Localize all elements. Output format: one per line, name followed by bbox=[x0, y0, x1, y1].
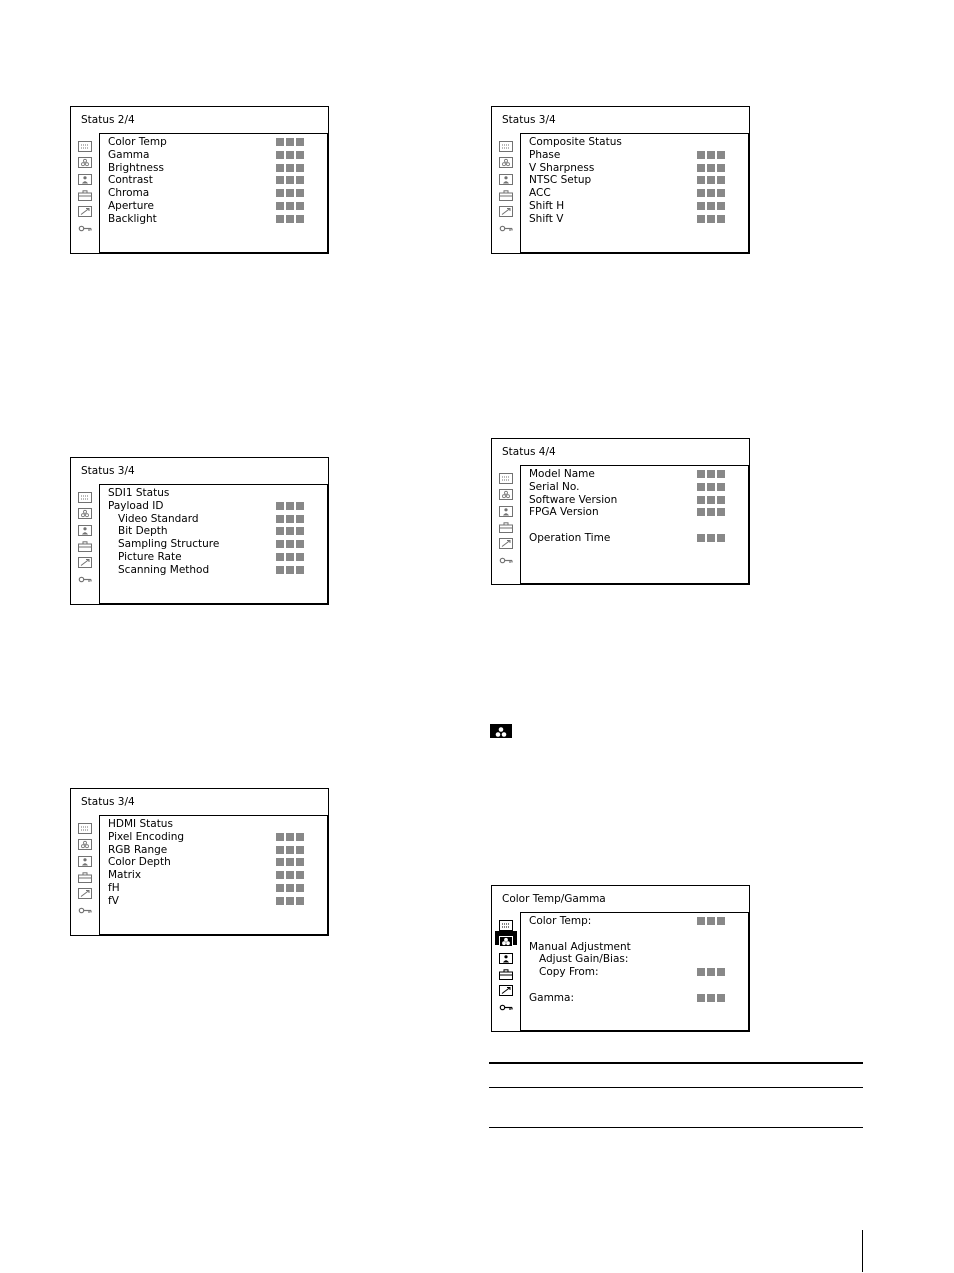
menu-row-label: FPGA Version bbox=[529, 506, 599, 519]
menu-row-label: Gamma: bbox=[529, 991, 574, 1004]
menu-row-label: SDI1 Status bbox=[108, 487, 170, 499]
menu-row-label: ACC bbox=[529, 187, 551, 200]
menu-row-label: Composite Status bbox=[529, 136, 622, 148]
key-icon[interactable] bbox=[78, 901, 92, 912]
value-placeholder bbox=[276, 189, 304, 197]
adjust-icon[interactable] bbox=[499, 981, 513, 992]
status-icon[interactable] bbox=[499, 469, 513, 480]
value-placeholder bbox=[697, 470, 725, 478]
menu-row-label: RGB Range bbox=[108, 843, 168, 856]
value-placeholder bbox=[697, 164, 725, 172]
menu-row[interactable] bbox=[108, 525, 327, 538]
menu-row-label: Video Standard bbox=[118, 512, 199, 525]
toolbox-icon[interactable] bbox=[499, 186, 513, 197]
value-placeholder bbox=[697, 151, 725, 159]
menu-row-label: Gamma bbox=[108, 148, 150, 161]
value-placeholder bbox=[276, 553, 304, 561]
key-icon[interactable] bbox=[499, 551, 513, 562]
menu-row[interactable] bbox=[529, 506, 748, 519]
user-icon[interactable] bbox=[78, 170, 92, 181]
key-icon[interactable] bbox=[78, 219, 92, 230]
value-placeholder bbox=[276, 858, 304, 866]
color-temp-icon[interactable] bbox=[78, 504, 92, 515]
side-icon-bar bbox=[71, 484, 99, 604]
status-icon[interactable] bbox=[499, 137, 513, 148]
menu-row[interactable] bbox=[529, 953, 748, 966]
value-placeholder bbox=[276, 846, 304, 854]
value-placeholder bbox=[697, 215, 725, 223]
value-placeholder bbox=[697, 496, 725, 504]
menu-row-label: Manual Adjustment bbox=[529, 940, 631, 953]
value-placeholder bbox=[697, 176, 725, 184]
toolbox-icon[interactable] bbox=[499, 965, 513, 976]
value-placeholder bbox=[697, 483, 725, 491]
color-temp-icon[interactable] bbox=[499, 153, 513, 164]
menu-row[interactable] bbox=[108, 882, 327, 895]
adjust-icon[interactable] bbox=[499, 534, 513, 545]
table-middle-rule bbox=[489, 1087, 863, 1088]
menu-row-label: Operation Time bbox=[529, 531, 611, 544]
menu-row[interactable] bbox=[529, 966, 748, 979]
adjust-icon[interactable] bbox=[78, 884, 92, 895]
panel-title: Status 4/4 bbox=[502, 446, 556, 458]
panel-title: Status 3/4 bbox=[81, 465, 135, 477]
adjust-icon[interactable] bbox=[78, 553, 92, 564]
toolbox-icon[interactable] bbox=[499, 518, 513, 529]
menu-row[interactable] bbox=[529, 481, 748, 494]
menu-row[interactable] bbox=[108, 551, 327, 564]
value-placeholder bbox=[276, 138, 304, 146]
user-icon[interactable] bbox=[499, 949, 513, 960]
panel-content bbox=[520, 133, 749, 253]
table-bottom-rule bbox=[489, 1127, 863, 1128]
menu-row-label: Adjust Gain/Bias: bbox=[539, 953, 629, 966]
value-placeholder bbox=[697, 202, 725, 210]
menu-row[interactable] bbox=[529, 136, 748, 149]
menu-row-label: Shift V bbox=[529, 212, 564, 225]
table-top-rule bbox=[489, 1062, 863, 1064]
status-3-4-sdi-panel bbox=[70, 457, 329, 605]
menu-row[interactable] bbox=[529, 200, 748, 213]
user-icon[interactable] bbox=[78, 521, 92, 532]
menu-row-label: Software Version bbox=[529, 493, 618, 506]
value-placeholder bbox=[276, 833, 304, 841]
menu-row-label: Color Depth bbox=[108, 856, 171, 869]
menu-row[interactable] bbox=[108, 500, 327, 513]
menu-row[interactable] bbox=[529, 941, 748, 954]
menu-row-label: Sampling Structure bbox=[118, 538, 220, 551]
menu-row[interactable] bbox=[108, 895, 327, 908]
value-placeholder bbox=[276, 515, 304, 523]
menu-row[interactable] bbox=[108, 187, 327, 200]
side-icon-bar bbox=[492, 912, 520, 1031]
menu-row[interactable] bbox=[529, 494, 748, 507]
menu-row[interactable] bbox=[108, 487, 327, 500]
color-temp-icon[interactable] bbox=[499, 485, 513, 496]
value-placeholder bbox=[697, 508, 725, 516]
color-temp-icon[interactable] bbox=[78, 153, 92, 164]
value-placeholder bbox=[276, 502, 304, 510]
menu-row-label: Pixel Encoding bbox=[108, 830, 185, 843]
toolbox-icon[interactable] bbox=[78, 537, 92, 548]
menu-row-label: Copy From: bbox=[539, 966, 599, 979]
adjust-icon[interactable] bbox=[499, 202, 513, 213]
adjust-icon[interactable] bbox=[78, 202, 92, 213]
panel-content bbox=[520, 912, 749, 1031]
menu-row-label: fV bbox=[108, 894, 119, 907]
menu-row[interactable] bbox=[529, 468, 748, 481]
menu-row[interactable] bbox=[529, 992, 748, 1005]
menu-row-label: V Sharpness bbox=[529, 161, 595, 174]
value-placeholder bbox=[697, 189, 725, 197]
menu-row bbox=[529, 519, 748, 532]
menu-row-label: Shift H bbox=[529, 199, 565, 212]
menu-row-label: Brightness bbox=[108, 161, 164, 174]
menu-row[interactable] bbox=[529, 149, 748, 162]
color-temp-icon[interactable] bbox=[78, 835, 92, 846]
menu-row[interactable] bbox=[108, 149, 327, 162]
value-placeholder bbox=[697, 968, 725, 976]
menu-row-label: Matrix bbox=[108, 869, 142, 882]
menu-row bbox=[529, 928, 748, 941]
toolbox-icon[interactable] bbox=[78, 868, 92, 879]
panel-content bbox=[99, 133, 328, 253]
key-icon[interactable] bbox=[499, 219, 513, 230]
value-placeholder bbox=[697, 994, 725, 1002]
menu-row[interactable] bbox=[108, 844, 327, 857]
menu-row[interactable] bbox=[108, 869, 327, 882]
status-4-4-panel bbox=[491, 438, 750, 585]
status-3-4-composite-panel bbox=[491, 106, 750, 254]
panel-title: Status 2/4 bbox=[81, 114, 135, 126]
user-icon[interactable] bbox=[499, 170, 513, 181]
menu-row-label: Picture Rate bbox=[118, 550, 182, 563]
side-icon-bar bbox=[71, 815, 99, 935]
panel-content bbox=[99, 815, 328, 935]
value-placeholder bbox=[276, 566, 304, 574]
menu-row[interactable] bbox=[108, 213, 327, 226]
value-placeholder bbox=[276, 151, 304, 159]
menu-row[interactable] bbox=[108, 200, 327, 213]
menu-row-label: Model Name bbox=[529, 468, 595, 480]
menu-row[interactable] bbox=[108, 831, 327, 844]
value-placeholder bbox=[276, 871, 304, 879]
color-temp-icon bbox=[490, 724, 512, 738]
menu-row-label: Backlight bbox=[108, 212, 157, 225]
menu-row-label: fH bbox=[108, 881, 120, 894]
menu-row-label: Serial No. bbox=[529, 480, 580, 493]
value-placeholder bbox=[276, 897, 304, 905]
status-2-4-panel bbox=[70, 106, 329, 254]
panel-title: Color Temp/Gamma bbox=[502, 893, 606, 905]
menu-row[interactable] bbox=[529, 532, 748, 545]
menu-row[interactable] bbox=[108, 818, 327, 831]
menu-row-label: NTSC Setup bbox=[529, 174, 592, 187]
side-icon-bar bbox=[492, 133, 520, 253]
side-icon-bar bbox=[71, 133, 99, 253]
value-placeholder bbox=[276, 527, 304, 535]
panel-content bbox=[520, 465, 749, 584]
status-3-4-hdmi-panel bbox=[70, 788, 329, 936]
menu-row-label: Payload ID bbox=[108, 499, 164, 512]
menu-row-label: Phase bbox=[529, 148, 561, 161]
menu-row[interactable] bbox=[108, 162, 327, 175]
menu-row[interactable] bbox=[108, 136, 327, 149]
page-margin-rule bbox=[862, 1230, 863, 1272]
menu-row[interactable] bbox=[108, 513, 327, 526]
menu-row-label: Color Temp bbox=[108, 136, 167, 148]
menu-row-label: Color Temp: bbox=[529, 915, 592, 927]
menu-row[interactable] bbox=[529, 187, 748, 200]
menu-row-label: Aperture bbox=[108, 199, 154, 212]
menu-row-label: Bit Depth bbox=[118, 525, 168, 538]
key-icon[interactable] bbox=[78, 570, 92, 581]
value-placeholder bbox=[276, 215, 304, 223]
status-icon[interactable] bbox=[78, 488, 92, 499]
status-icon[interactable] bbox=[78, 137, 92, 148]
value-placeholder bbox=[276, 176, 304, 184]
menu-row[interactable] bbox=[108, 564, 327, 577]
value-placeholder bbox=[276, 540, 304, 548]
toolbox-icon[interactable] bbox=[78, 186, 92, 197]
key-icon[interactable] bbox=[499, 998, 513, 1009]
user-icon[interactable] bbox=[499, 502, 513, 513]
menu-row[interactable] bbox=[529, 174, 748, 187]
status-icon[interactable] bbox=[78, 819, 92, 830]
color-temp-gamma-panel bbox=[491, 885, 750, 1032]
value-placeholder bbox=[276, 164, 304, 172]
value-placeholder bbox=[276, 884, 304, 892]
menu-row-label: HDMI Status bbox=[108, 818, 173, 830]
status-icon[interactable] bbox=[499, 916, 513, 927]
value-placeholder bbox=[697, 917, 725, 925]
menu-row[interactable] bbox=[108, 856, 327, 869]
user-icon[interactable] bbox=[78, 852, 92, 863]
menu-row[interactable] bbox=[529, 915, 748, 928]
menu-row[interactable] bbox=[529, 162, 748, 175]
panel-content bbox=[99, 484, 328, 604]
panel-title: Status 3/4 bbox=[81, 796, 135, 808]
menu-row[interactable] bbox=[108, 538, 327, 551]
menu-row bbox=[529, 979, 748, 992]
menu-row[interactable] bbox=[108, 174, 327, 187]
value-placeholder bbox=[276, 202, 304, 210]
value-placeholder bbox=[697, 534, 725, 542]
menu-row-label: Contrast bbox=[108, 174, 153, 187]
menu-row-label: Chroma bbox=[108, 187, 150, 200]
panel-title: Status 3/4 bbox=[502, 114, 556, 126]
menu-row[interactable] bbox=[529, 213, 748, 226]
side-icon-bar bbox=[492, 465, 520, 584]
menu-row-label: Scanning Method bbox=[118, 563, 210, 576]
color-temp-icon[interactable] bbox=[495, 931, 517, 945]
